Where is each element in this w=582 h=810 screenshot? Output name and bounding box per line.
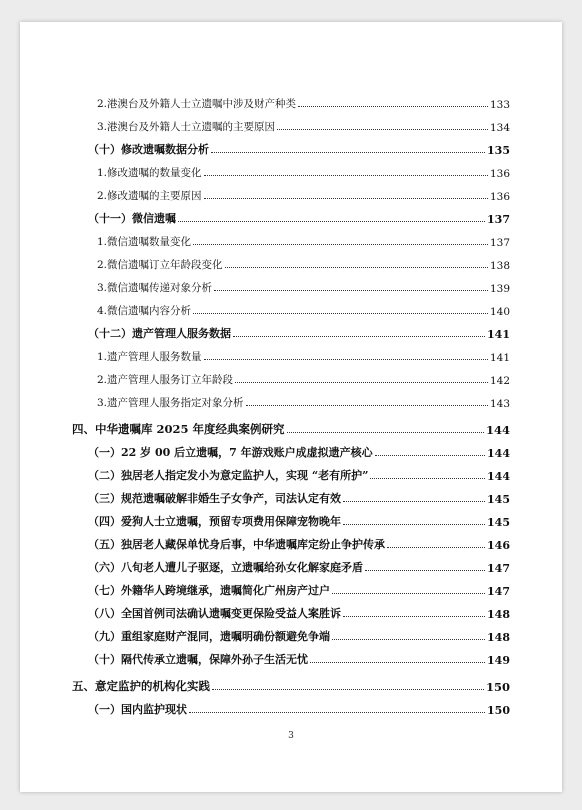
toc-entry[interactable] bbox=[97, 187, 510, 203]
toc-entry[interactable] bbox=[97, 256, 510, 272]
toc-entry[interactable] bbox=[72, 678, 510, 694]
toc-entry[interactable] bbox=[88, 141, 510, 157]
toc-leader-dots bbox=[365, 570, 485, 571]
toc-leader-dots bbox=[204, 175, 488, 176]
toc-entry-title: （十二）遗产管理人服务数据 bbox=[88, 327, 231, 340]
toc-entry[interactable] bbox=[97, 394, 510, 410]
toc-leader-dots bbox=[310, 662, 485, 663]
toc-entry-title: 4.微信遗嘱内容分析 bbox=[97, 305, 192, 317]
toc-entry[interactable] bbox=[72, 421, 510, 437]
toc-entry-page: 147 bbox=[487, 562, 510, 575]
toc-entry-title: 四、中华遗嘱库 2025 年度经典案例研究 bbox=[72, 422, 285, 436]
toc-entry-page: 140 bbox=[489, 306, 510, 318]
toc-leader-dots bbox=[343, 501, 485, 502]
toc-leader-dots bbox=[387, 547, 485, 548]
toc-entry-title: 五、意定监护的机构化实践 bbox=[72, 679, 210, 693]
toc-entry-title: （六）八旬老人遭儿子驱逐，立遗嘱给孙女化解家庭矛盾 bbox=[88, 561, 363, 574]
toc-entry-page: 136 bbox=[489, 191, 510, 203]
toc-entry-page: 145 bbox=[487, 516, 510, 529]
toc-entry-page: 143 bbox=[489, 398, 510, 410]
toc-entry-page: 141 bbox=[489, 352, 510, 364]
toc-leader-dots bbox=[343, 616, 485, 617]
toc-entry-title: 1.微信遗嘱数量变化 bbox=[97, 236, 192, 248]
toc-entry-page: 144 bbox=[487, 447, 510, 460]
toc-leader-dots bbox=[212, 689, 484, 690]
toc-leader-dots bbox=[193, 313, 488, 314]
toc-entry[interactable] bbox=[88, 513, 510, 529]
toc-entry-title: 1.修改遗嘱的数量变化 bbox=[97, 167, 202, 179]
toc-entry-title: （十）修改遗嘱数据分析 bbox=[88, 143, 209, 156]
toc-entry[interactable] bbox=[88, 490, 510, 506]
toc-entry-title: （七）外籍华人跨境继承，遗嘱简化广州房产过户 bbox=[88, 584, 330, 597]
toc-entry[interactable] bbox=[97, 164, 510, 180]
toc-entry[interactable] bbox=[88, 605, 510, 621]
toc-entry[interactable] bbox=[97, 348, 510, 364]
toc-entry-page: 150 bbox=[485, 680, 510, 694]
toc-entry-title: （二）独居老人指定发小为意定监护人，实现 “老有所护” bbox=[88, 469, 369, 482]
toc-leader-dots bbox=[235, 382, 488, 383]
toc-entry-page: 136 bbox=[489, 168, 510, 180]
toc-entry-page: 141 bbox=[487, 328, 510, 341]
toc-entry-page: 148 bbox=[487, 631, 510, 644]
toc-entry[interactable] bbox=[88, 467, 510, 483]
toc-entry-title: 2.港澳台及外籍人士立遗嘱中涉及财产种类 bbox=[97, 98, 297, 110]
toc-entry-page: 134 bbox=[489, 122, 510, 134]
toc-entry-page: 135 bbox=[487, 144, 510, 157]
toc-entry-title: 3.微信遗嘱传递对象分析 bbox=[97, 282, 213, 294]
toc-leader-dots bbox=[343, 524, 485, 525]
toc-entry-title: 3.遗产管理人服务指定对象分析 bbox=[97, 397, 244, 409]
toc-entry[interactable] bbox=[97, 118, 510, 134]
toc-entry-page: 146 bbox=[487, 539, 510, 552]
toc-leader-dots bbox=[332, 639, 485, 640]
toc-leader-dots bbox=[225, 267, 488, 268]
toc-leader-dots bbox=[211, 152, 485, 153]
toc-entry[interactable] bbox=[88, 651, 510, 667]
toc-entry[interactable] bbox=[97, 371, 510, 387]
toc-leader-dots bbox=[233, 336, 485, 337]
toc-entry-title: （三）规范遗嘱破解非婚生子女争产，司法认定有效 bbox=[88, 492, 341, 505]
toc-entry-title: 3.港澳台及外籍人士立遗嘱的主要原因 bbox=[97, 121, 276, 133]
toc-entry[interactable] bbox=[88, 536, 510, 552]
toc-entry-title: 1.遗产管理人服务数量 bbox=[97, 351, 202, 363]
toc-entry[interactable] bbox=[88, 628, 510, 644]
toc-leader-dots bbox=[178, 221, 485, 222]
toc-leader-dots bbox=[370, 478, 485, 479]
toc-entry-page: 145 bbox=[487, 493, 510, 506]
toc-entry-page: 137 bbox=[489, 237, 510, 249]
toc-entry-title: （五）独居老人藏保单忧身后事，中华遗嘱库定纷止争护传承 bbox=[88, 538, 385, 551]
toc-entry-title: （八）全国首例司法确认遗嘱变更保险受益人案胜诉 bbox=[88, 607, 341, 620]
toc-entry-title: （一）国内监护现状 bbox=[88, 703, 187, 716]
toc-entry-page: 133 bbox=[489, 99, 510, 111]
toc-entry-page: 142 bbox=[489, 375, 510, 387]
toc-entry[interactable] bbox=[97, 279, 510, 295]
toc-entry-page: 144 bbox=[487, 470, 510, 483]
toc-entry-page: 137 bbox=[487, 213, 510, 226]
toc-leader-dots bbox=[287, 432, 484, 433]
toc-entry-title: 2.遗产管理人服务订立年龄段 bbox=[97, 374, 234, 386]
toc-entry[interactable] bbox=[88, 325, 510, 341]
toc-leader-dots bbox=[375, 455, 485, 456]
toc-leader-dots bbox=[246, 405, 488, 406]
page-number: 3 bbox=[288, 731, 294, 741]
toc-entry[interactable] bbox=[88, 559, 510, 575]
toc-entry-title: 2.微信遗嘱订立年龄段变化 bbox=[97, 259, 223, 271]
toc-entry[interactable] bbox=[97, 95, 510, 111]
toc-entry-page: 150 bbox=[487, 704, 510, 717]
toc-leader-dots bbox=[277, 129, 488, 130]
toc-entry-page: 148 bbox=[487, 608, 510, 621]
toc-entry[interactable] bbox=[97, 302, 510, 318]
document-page bbox=[20, 22, 562, 792]
toc-leader-dots bbox=[214, 290, 488, 291]
toc-entry[interactable] bbox=[97, 233, 510, 249]
toc-entry-page: 139 bbox=[489, 283, 510, 295]
toc-entry[interactable] bbox=[88, 210, 510, 226]
toc-leader-dots bbox=[204, 198, 488, 199]
toc-entry-page: 149 bbox=[487, 654, 510, 667]
toc-entry[interactable] bbox=[88, 444, 510, 460]
toc-entry-title: 2.修改遗嘱的主要原因 bbox=[97, 190, 202, 202]
toc-leader-dots bbox=[332, 593, 485, 594]
toc-leader-dots bbox=[193, 244, 488, 245]
toc-leader-dots bbox=[204, 359, 488, 360]
toc-entry[interactable] bbox=[88, 582, 510, 598]
toc-leader-dots bbox=[298, 106, 488, 107]
toc-entry-title: （九）重组家庭财产混同，遗嘱明确份额避免争端 bbox=[88, 630, 330, 643]
toc-leader-dots bbox=[189, 712, 485, 713]
toc-entry[interactable] bbox=[88, 701, 510, 717]
toc-entry-page: 147 bbox=[487, 585, 510, 598]
toc-entry-title: （十）隔代传承立遗嘱，保障外孙子生活无忧 bbox=[88, 653, 308, 666]
toc-entry-title: （十一）微信遗嘱 bbox=[88, 212, 176, 225]
toc-entry-title: （一）22 岁 00 后立遗嘱，7 年游戏账户成虚拟遗产核心 bbox=[88, 446, 373, 459]
toc-entry-page: 144 bbox=[485, 423, 510, 437]
toc-entry-title: （四）爱狗人士立遗嘱，预留专项费用保障宠物晚年 bbox=[88, 515, 341, 528]
toc-entry-page: 138 bbox=[489, 260, 510, 272]
